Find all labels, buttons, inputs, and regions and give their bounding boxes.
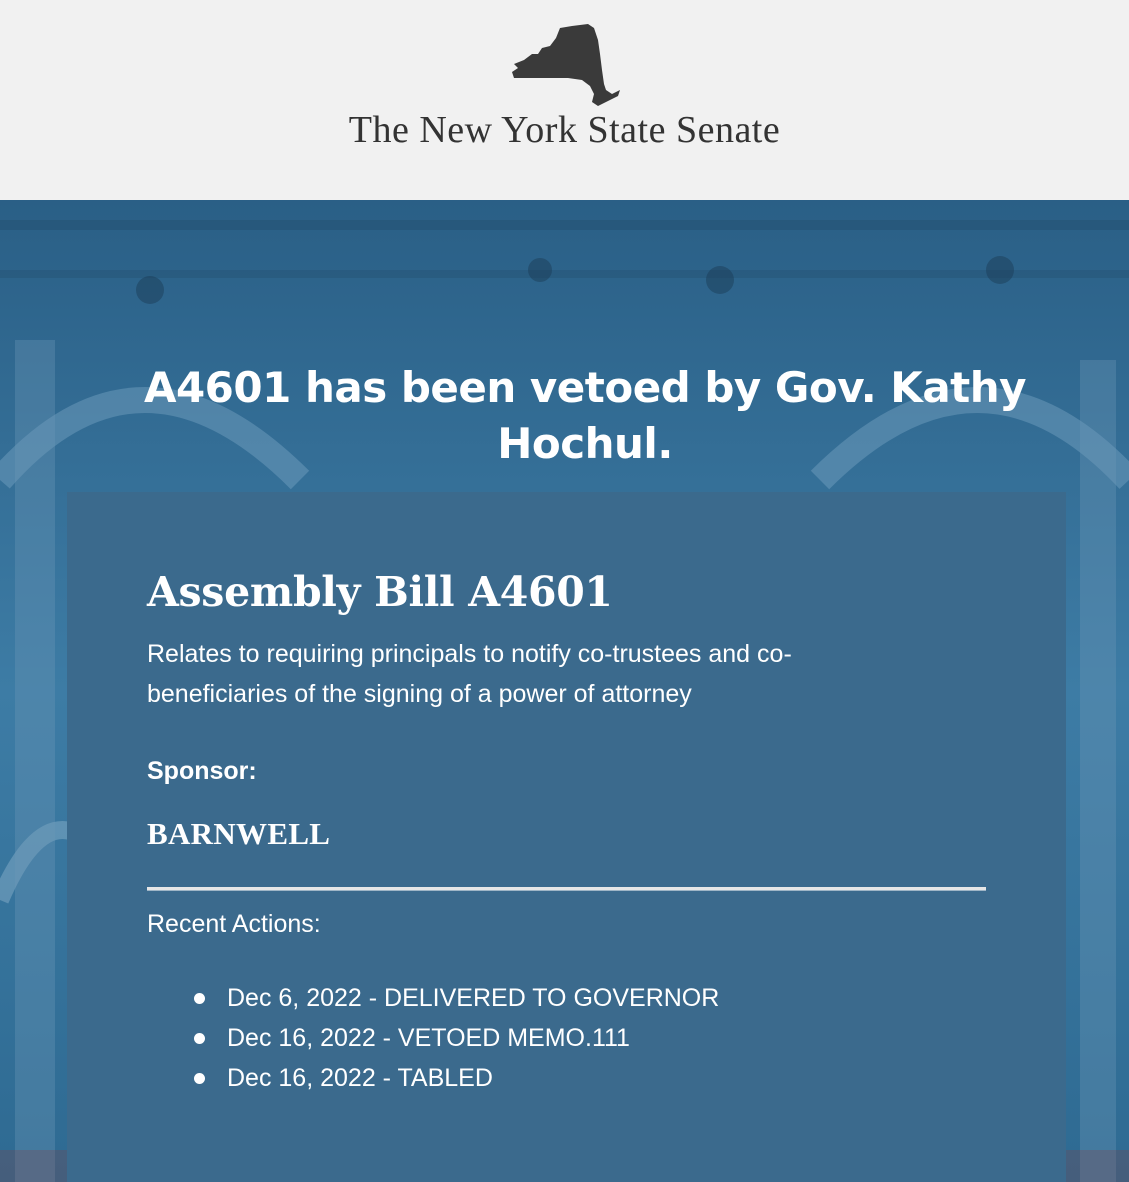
action-text: Dec 16, 2022 - VETOED MEMO.111 [227,1024,630,1052]
sponsor-label: Sponsor: [147,757,257,785]
recent-actions-label: Recent Actions: [147,910,321,938]
sponsor-name[interactable]: BARNWELL [147,816,331,851]
site-header [0,0,1129,200]
bill-description: Relates to requiring principals to notify co-trustees and co-beneficiaries of the signing of a power of attorney [147,640,792,708]
site-title[interactable]: The New York State Senate [348,109,781,151]
bill-card [67,492,1066,1182]
bullet-icon [194,993,205,1004]
bill-title[interactable]: Assembly Bill A4601 [147,568,613,616]
bullet-icon [194,1033,205,1044]
veto-headline: A4601 has been vetoed by Gov. Kathy Hochul. [143,363,1027,468]
action-text: Dec 6, 2022 - DELIVERED TO GOVERNOR [227,984,720,1012]
bullet-icon [194,1073,205,1084]
section-divider [147,887,986,891]
action-text: Dec 16, 2022 - TABLED [227,1064,493,1092]
recent-actions-list [147,978,719,1098]
action-item [147,1018,719,1058]
new-york-state-map-icon[interactable] [510,24,622,108]
action-item [147,978,719,1018]
action-item [147,1058,719,1098]
hero-section [0,200,1129,1182]
